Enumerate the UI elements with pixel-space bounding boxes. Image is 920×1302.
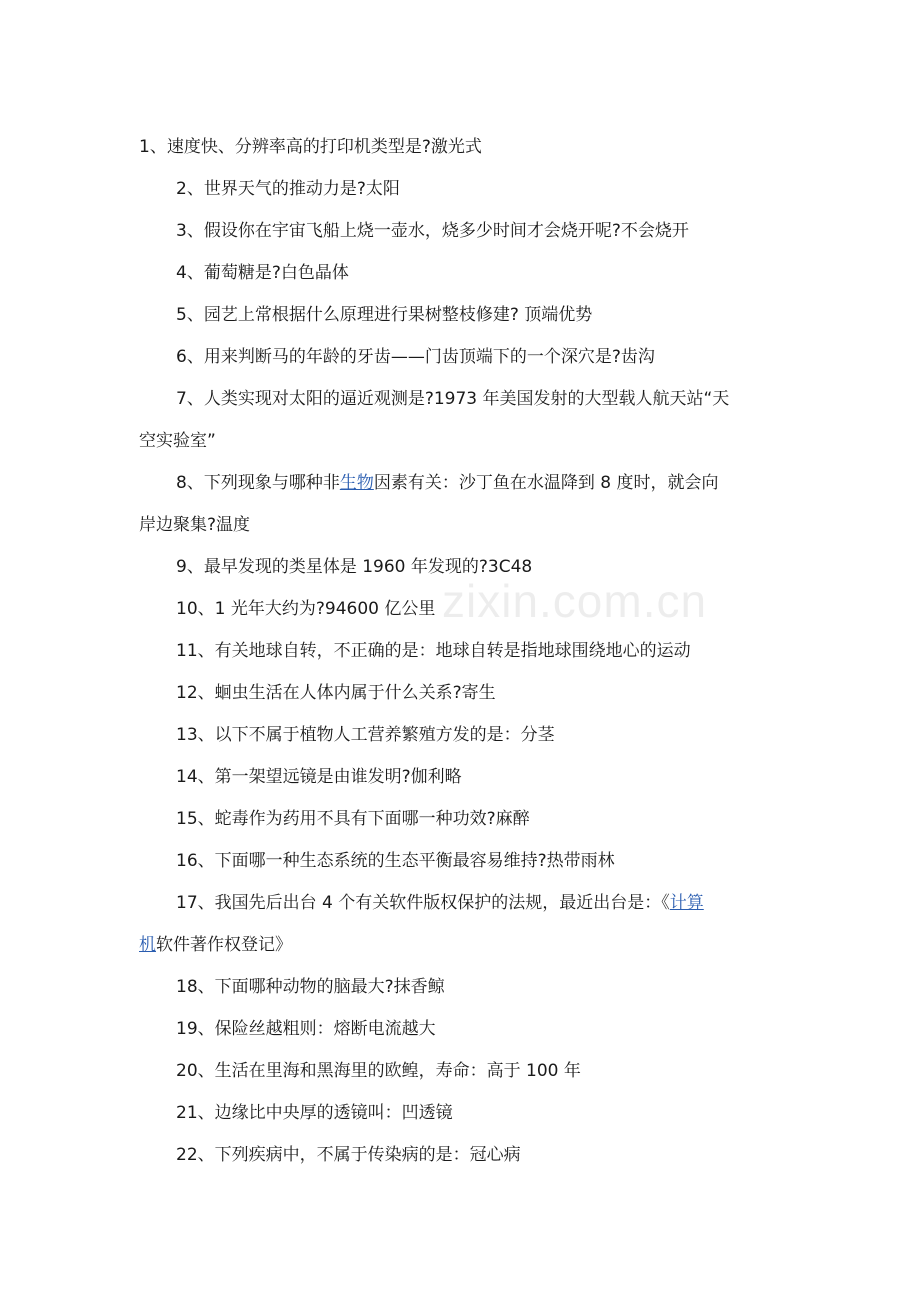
list-item: 22、下列疾病中，不属于传染病的是：冠心病 bbox=[176, 1145, 521, 1165]
list-item: 14、第一架望远镜是由谁发明?伽利略 bbox=[176, 767, 462, 787]
list-item: 12、蛔虫生活在人体内属于什么关系?寄生 bbox=[176, 683, 496, 703]
list-item: 18、下面哪种动物的脑最大?抹香鲸 bbox=[176, 977, 445, 997]
list-item: 11、有关地球自转，不正确的是：地球自转是指地球围绕地心的运动 bbox=[176, 641, 691, 661]
list-item-text: 软件著作权登记》 bbox=[156, 935, 292, 955]
list-item-line: 岸边聚集?温度 bbox=[139, 515, 251, 535]
list-item-text: 17、我国先后出台 4 个有关软件版权保护的法规，最近出台是：《 bbox=[176, 893, 670, 913]
list-item: 1、速度快、分辨率高的打印机类型是?激光式 bbox=[139, 137, 482, 157]
list-item: 6、用来判断马的年龄的牙齿——门齿顶端下的一个深穴是?齿沟 bbox=[176, 347, 655, 367]
list-item: 5、园艺上常根据什么原理进行果树整枝修建? 顶端优势 bbox=[176, 305, 593, 325]
list-item bbox=[0, 882, 920, 966]
computer-link[interactable]: 计算 bbox=[669, 893, 704, 913]
list-item: 10、1 光年大约为?94600 亿公里 bbox=[176, 599, 436, 619]
document-body bbox=[0, 126, 920, 1176]
list-item-line bbox=[139, 924, 920, 966]
list-item bbox=[0, 378, 920, 462]
list-item: 16、下面哪一种生态系统的生态平衡最容易维持?热带雨林 bbox=[176, 851, 615, 871]
list-item-line: 空实验室” bbox=[139, 431, 216, 451]
list-item: 2、世界天气的推动力是?太阳 bbox=[176, 179, 400, 199]
list-item: 21、边缘比中央厚的透镜叫：凹透镜 bbox=[176, 1103, 453, 1123]
list-item: 20、生活在里海和黑海里的欧鳇，寿命：高于 100 年 bbox=[176, 1061, 581, 1081]
list-item: 19、保险丝越粗则：熔断电流越大 bbox=[176, 1019, 436, 1039]
list-item: 15、蛇毒作为药用不具有下面哪一种功效?麻醉 bbox=[176, 809, 530, 829]
computer-link-continued[interactable]: 机 bbox=[139, 935, 156, 955]
list-item-line: 7、人类实现对太阳的逼近观测是?1973 年美国发射的大型载人航天站“天 bbox=[176, 389, 730, 409]
list-item: 13、以下不属于植物人工营养繁殖方发的是：分茎 bbox=[176, 725, 555, 745]
watermark: zixin.com.cn bbox=[442, 575, 708, 627]
list-item: 4、葡萄糖是?白色晶体 bbox=[176, 263, 349, 283]
list-item-text: 8、下列现象与哪种非 bbox=[176, 473, 340, 493]
biology-link[interactable]: 生物 bbox=[339, 473, 374, 493]
list-item: 9、最早发现的类星体是 1960 年发现的?3C48 bbox=[176, 557, 533, 577]
list-item bbox=[0, 462, 920, 546]
list-item-text: 因素有关：沙丁鱼在水温降到 8 度时，就会向 bbox=[373, 473, 719, 493]
list-item: 3、假设你在宇宙飞船上烧一壶水，烧多少时间才会烧开呢?不会烧开 bbox=[176, 221, 689, 241]
